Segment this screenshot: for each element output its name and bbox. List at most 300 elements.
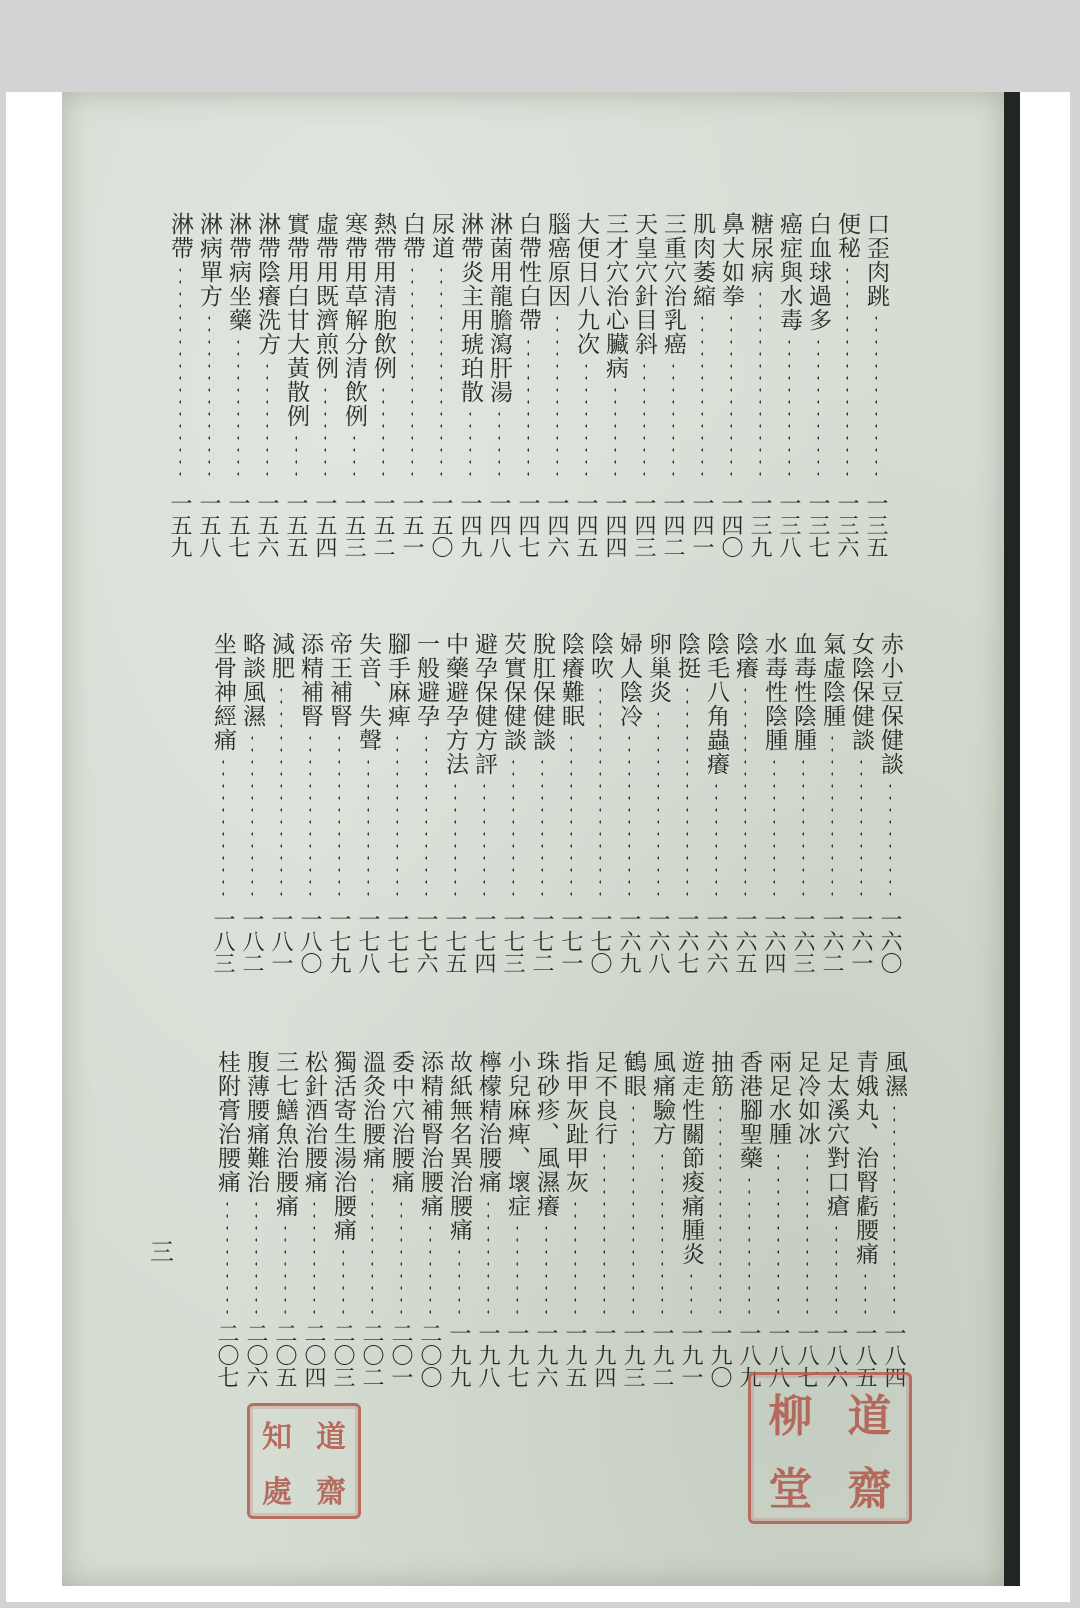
toc-entry-title: 淋菌用龍膽瀉肝湯 <box>486 212 512 404</box>
toc-entry-page-number: 二〇六 <box>243 1322 268 1388</box>
toc-entry-page-number: 一八九 <box>736 1322 761 1388</box>
toc-entry[interactable] <box>788 632 817 1004</box>
dot-leader <box>324 384 326 484</box>
toc-entry-page-number: 一六二 <box>819 908 844 974</box>
dot-leader <box>425 732 427 900</box>
toc-entry-title: 陰癢 <box>732 632 758 680</box>
toc-entry-title: 添精補腎治腰痛 <box>417 1050 443 1218</box>
toc-entry[interactable] <box>676 1050 705 1418</box>
toc-entry[interactable] <box>585 632 614 1004</box>
dot-leader <box>574 1198 576 1314</box>
toc-entry[interactable] <box>212 1050 241 1418</box>
toc-entry-page-number: 二〇三 <box>330 1322 355 1388</box>
toc-entry-title: 陰挺 <box>674 632 700 680</box>
toc-entry-title: 檸檬精治腰痛 <box>475 1050 501 1194</box>
dot-leader <box>458 1246 460 1314</box>
toc-entry-title: 淋帶陰癢洗方 <box>254 212 280 356</box>
toc-entry-title: 白血球過多 <box>805 212 831 332</box>
dot-leader <box>661 1150 663 1314</box>
dot-leader <box>777 1150 779 1314</box>
toc-entry-title: 珠砂疹、風濕癢 <box>533 1050 559 1218</box>
toc-entry-page-number: 一八二 <box>239 908 264 974</box>
toc-section <box>208 632 904 1004</box>
dot-leader <box>483 780 485 900</box>
toc-entry-title: 婦人陰冷 <box>616 632 642 728</box>
toc-entry-page-number: 一三七 <box>805 492 830 558</box>
toc-entry-title: 腹薄腰痛難治 <box>243 1050 269 1194</box>
toc-entry[interactable] <box>672 632 701 1004</box>
toc-section <box>165 212 890 588</box>
toc-entry[interactable] <box>339 212 368 588</box>
toc-entry-page-number: 一四一 <box>689 492 714 558</box>
toc-entry-page-number: 一三九 <box>747 492 772 558</box>
toc-entry[interactable] <box>357 1050 386 1418</box>
toc-entry-title: 脫肛保健談 <box>529 632 555 752</box>
toc-entry[interactable] <box>353 632 382 1004</box>
dot-leader <box>516 1222 518 1314</box>
dot-leader <box>342 1246 344 1314</box>
toc-entry[interactable] <box>194 212 223 588</box>
book-spine <box>1004 92 1020 1586</box>
dot-leader <box>527 336 529 484</box>
dot-leader <box>715 780 717 900</box>
toc-entry[interactable] <box>658 212 687 588</box>
seal-char: 知 <box>262 1419 292 1455</box>
toc-entry[interactable] <box>629 212 658 588</box>
toc-entry[interactable] <box>745 212 774 588</box>
toc-entry[interactable] <box>266 632 295 1004</box>
toc-entry-title: 女陰保健談 <box>848 632 874 752</box>
dot-leader <box>599 684 601 900</box>
toc-entry-title: 腳手麻痺 <box>384 632 410 728</box>
toc-entry[interactable] <box>850 1050 879 1418</box>
toc-entry-title: 大便日八九次 <box>573 212 599 356</box>
toc-entry-title: 足太溪穴對口瘡 <box>823 1050 849 1218</box>
dot-leader <box>614 384 616 484</box>
toc-entry[interactable] <box>527 632 556 1004</box>
dot-leader <box>255 1198 257 1314</box>
toc-entry-page-number: 一三六 <box>834 492 859 558</box>
toc-entry[interactable] <box>208 632 237 1004</box>
toc-entry-title: 獨活寄生湯治腰痛 <box>330 1050 356 1242</box>
toc-entry-page-number: 二〇一 <box>388 1322 413 1388</box>
toc-entry-page-number: 一三五 <box>863 492 888 558</box>
toc-entry-page-number: 一五一 <box>399 492 424 558</box>
dot-leader <box>237 336 239 484</box>
toc-entry[interactable] <box>589 1050 618 1418</box>
toc-entry-page-number: 一四二 <box>660 492 685 558</box>
toc-entry-page-number: 一五〇 <box>428 492 453 558</box>
dot-leader <box>806 1150 808 1314</box>
toc-entry-title: 減肥 <box>268 632 294 680</box>
toc-entry-page-number: 一五五 <box>283 492 308 558</box>
seal-char: 柳 <box>768 1390 813 1442</box>
toc-entry-page-number: 一九六 <box>533 1322 558 1388</box>
toc-entry-page-number: 一六七 <box>674 908 699 974</box>
dot-leader <box>411 264 413 484</box>
toc-entry-title: 三重穴治乳癌 <box>660 212 686 356</box>
toc-entry-title: 血毒性陰腫 <box>790 632 816 752</box>
dot-leader <box>846 264 848 484</box>
dot-leader <box>603 1150 605 1314</box>
toc-entry-page-number: 一六一 <box>848 908 873 974</box>
toc-entry[interactable] <box>614 632 643 1004</box>
toc-entry-page-number: 一五九 <box>167 492 192 558</box>
toc-entry[interactable] <box>444 1050 473 1418</box>
dot-leader <box>222 756 224 900</box>
toc-entry-title: 足冷如冰 <box>794 1050 820 1146</box>
toc-entry-title: 熱帶用清胞飲例 <box>370 212 396 380</box>
toc-entry-page-number: 一七四 <box>471 908 496 974</box>
toc-entry-page-number: 一五四 <box>312 492 337 558</box>
toc-entry-page-number: 一八七 <box>794 1322 819 1388</box>
toc-entry[interactable] <box>759 632 788 1004</box>
dot-leader <box>295 432 297 484</box>
toc-entry-title: 風濕 <box>881 1050 907 1098</box>
toc-entry-page-number: 一八四 <box>881 1322 906 1388</box>
toc-entry-page-number: 一九七 <box>504 1322 529 1388</box>
toc-entry-title: 故紙無名異治腰痛 <box>446 1050 472 1242</box>
toc-entry-title: 青娥丸、治腎虧腰痛 <box>852 1050 878 1266</box>
dot-leader <box>454 780 456 900</box>
dot-leader <box>585 360 587 484</box>
toc-entry-page-number: 一七一 <box>558 908 583 974</box>
toc-entry[interactable] <box>498 632 527 1004</box>
dot-leader <box>429 1222 431 1314</box>
dot-leader <box>498 408 500 484</box>
toc-entry-title: 癌症與水毒 <box>776 212 802 332</box>
toc-entry-title: 肌肉萎縮 <box>689 212 715 308</box>
dot-leader <box>889 780 891 900</box>
toc-entry-title: 卵巢炎 <box>645 632 671 704</box>
toc-entry-page-number: 一四五 <box>573 492 598 558</box>
toc-entry-page-number: 二〇五 <box>272 1322 297 1388</box>
toc-entry-title: 便秘 <box>834 212 860 260</box>
toc-entry-title: 陰吹 <box>587 632 613 680</box>
toc-entry[interactable] <box>560 1050 589 1418</box>
toc-entry-title: 風痛驗方 <box>649 1050 675 1146</box>
toc-entry-page-number: 一九〇 <box>707 1322 732 1388</box>
toc-entry[interactable] <box>328 1050 357 1418</box>
toc-entry-page-number: 一七六 <box>413 908 438 974</box>
toc-entry-title: 桂附膏治腰痛 <box>214 1050 240 1194</box>
toc-entry[interactable] <box>701 632 730 1004</box>
toc-entry[interactable] <box>299 1050 328 1418</box>
toc-entry-page-number: 一五三 <box>341 492 366 558</box>
toc-entry[interactable] <box>792 1050 821 1418</box>
toc-entry-page-number: 一七二 <box>529 908 554 974</box>
toc-entry-page-number: 一四九 <box>457 492 482 558</box>
toc-entry-title: 寒帶用草解分清飲例 <box>341 212 367 428</box>
dot-leader <box>835 1222 837 1314</box>
toc-entry[interactable] <box>397 212 426 588</box>
toc-entry[interactable] <box>879 1050 908 1418</box>
toc-entry[interactable] <box>531 1050 560 1418</box>
toc-entry-page-number: 二〇〇 <box>417 1322 442 1388</box>
toc-entry-page-number: 一九五 <box>562 1322 587 1388</box>
dot-leader <box>864 1270 866 1314</box>
dot-leader <box>396 732 398 900</box>
seal-stamp-left <box>247 1403 361 1519</box>
toc-entry-title: 溫灸治腰痛 <box>359 1050 385 1170</box>
toc-entry-title: 白帶 <box>399 212 425 260</box>
dot-leader <box>284 1222 286 1314</box>
toc-entry[interactable] <box>763 1050 792 1418</box>
toc-entry-page-number: 一九二 <box>649 1322 674 1388</box>
toc-entry[interactable] <box>705 1050 734 1418</box>
seal-char: 齋 <box>316 1474 346 1510</box>
toc-entry[interactable] <box>687 212 716 588</box>
toc-entry-title: 小兒麻痺、壞症 <box>504 1050 530 1218</box>
toc-entry-page-number: 一八八 <box>765 1322 790 1388</box>
toc-entry[interactable] <box>484 212 513 588</box>
toc-entry-page-number: 一四六 <box>544 492 569 558</box>
toc-entry-page-number: 一七七 <box>384 908 409 974</box>
dot-leader <box>701 312 703 484</box>
toc-entry[interactable] <box>386 1050 415 1418</box>
dot-leader <box>338 732 340 900</box>
toc-entry-page-number: 一七八 <box>355 908 380 974</box>
dot-leader <box>657 708 659 900</box>
toc-entry-page-number: 一八一 <box>268 908 293 974</box>
dot-leader <box>545 1222 547 1314</box>
toc-entry-title: 芡實保健談 <box>500 632 526 752</box>
dot-leader <box>690 1270 692 1314</box>
dot-leader <box>788 336 790 484</box>
toc-entry[interactable] <box>513 212 542 588</box>
toc-entry-page-number: 一七五 <box>442 908 467 974</box>
toc-entry-page-number: 一八〇 <box>297 908 322 974</box>
toc-entry[interactable] <box>368 212 397 588</box>
dot-leader <box>251 732 253 900</box>
toc-entry-page-number: 一五二 <box>370 492 395 558</box>
toc-entry-page-number: 二〇二 <box>359 1322 384 1388</box>
toc-entry[interactable] <box>415 1050 444 1418</box>
seal-char: 道 <box>316 1419 346 1455</box>
dot-leader <box>400 1198 402 1314</box>
toc-entry-title: 尿道 <box>428 212 454 260</box>
toc-entry-title: 糖尿病 <box>747 212 773 284</box>
toc-entry-page-number: 一六三 <box>790 908 815 974</box>
toc-entry[interactable] <box>861 212 890 588</box>
dot-leader <box>541 756 543 900</box>
toc-entry[interactable] <box>223 212 252 588</box>
toc-entry-title: 陰癢難眠 <box>558 632 584 728</box>
dot-leader <box>512 756 514 900</box>
toc-entry[interactable] <box>455 212 484 588</box>
dot-leader <box>487 1198 489 1314</box>
toc-entry-title: 避孕保健方評 <box>471 632 497 776</box>
dot-leader <box>744 684 746 900</box>
dot-leader <box>208 312 210 484</box>
toc-entry-title: 鼻大如拳 <box>718 212 744 308</box>
toc-entry-page-number: 一四四 <box>602 492 627 558</box>
toc-entry[interactable] <box>502 1050 531 1418</box>
dot-leader <box>226 1198 228 1314</box>
toc-entry-page-number: 一四〇 <box>718 492 743 558</box>
toc-entry-title: 實帶用白甘大黃散例 <box>283 212 309 428</box>
toc-entry-title: 略談風濕 <box>239 632 265 728</box>
dot-leader <box>875 312 877 484</box>
toc-entry[interactable] <box>875 632 904 1004</box>
toc-entry[interactable] <box>469 632 498 1004</box>
toc-entry-title: 添精補腎 <box>297 632 323 728</box>
toc-entry[interactable] <box>324 632 353 1004</box>
toc-entry-title: 帝王補腎 <box>326 632 352 728</box>
toc-entry[interactable] <box>571 212 600 588</box>
toc-entry[interactable] <box>803 212 832 588</box>
dot-leader <box>179 264 181 484</box>
toc-entry-title: 腦癌原因 <box>544 212 570 308</box>
toc-entry-page-number: 一九一 <box>678 1322 703 1388</box>
toc-entry-title: 鶴眼 <box>620 1050 646 1098</box>
toc-entry-title: 抽筋 <box>707 1050 733 1098</box>
toc-entry-page-number: 一七九 <box>326 908 351 974</box>
dot-leader <box>628 732 630 900</box>
dot-leader <box>860 756 862 900</box>
toc-entry[interactable] <box>411 632 440 1004</box>
toc-entry[interactable] <box>846 632 875 1004</box>
seal-char: 齋 <box>847 1463 892 1515</box>
toc-entry-title: 一般避孕 <box>413 632 439 728</box>
toc-entry-page-number: 二〇七 <box>214 1322 239 1388</box>
dot-leader <box>672 360 674 484</box>
dot-leader <box>893 1102 895 1314</box>
dot-leader <box>266 360 268 484</box>
dot-leader <box>632 1102 634 1314</box>
toc-entry-title: 中藥避孕方法 <box>442 632 468 776</box>
toc-entry-title: 失音、失聲 <box>355 632 381 752</box>
toc-entry-title: 淋帶病坐藥 <box>225 212 251 332</box>
toc-entry-page-number: 一四八 <box>486 492 511 558</box>
toc-entry-title: 陰毛八角蟲癢 <box>703 632 729 776</box>
toc-entry-title: 天皇穴針目斜 <box>631 212 657 356</box>
toc-entry[interactable] <box>647 1050 676 1418</box>
toc-entry-title: 足不良行 <box>591 1050 617 1146</box>
toc-entry-page-number: 一五七 <box>225 492 250 558</box>
dot-leader <box>686 684 688 900</box>
dot-leader <box>556 312 558 484</box>
toc-entry[interactable] <box>600 212 629 588</box>
toc-entry-page-number: 一六六 <box>703 908 728 974</box>
seal-char: 堂 <box>768 1463 813 1515</box>
toc-entry[interactable] <box>542 212 571 588</box>
dot-leader <box>817 336 819 484</box>
toc-entry-page-number: 一四三 <box>631 492 656 558</box>
toc-entry[interactable] <box>473 1050 502 1418</box>
toc-entry[interactable] <box>440 632 469 1004</box>
toc-entry-title: 淋病單方 <box>196 212 222 308</box>
toc-entry-title: 香港腳聖藥 <box>736 1050 762 1170</box>
toc-entry-title: 松針酒治腰痛 <box>301 1050 327 1194</box>
toc-entry[interactable] <box>281 212 310 588</box>
toc-entry-page-number: 一三八 <box>776 492 801 558</box>
dot-leader <box>730 312 732 484</box>
toc-entry-title: 口歪肉跳 <box>863 212 889 308</box>
toc-entry[interactable] <box>270 1050 299 1418</box>
toc-entry-title: 遊走性關節痠痛腫炎 <box>678 1050 704 1266</box>
toc-entry-title: 三七鱔魚治腰痛 <box>272 1050 298 1218</box>
toc-entry[interactable] <box>774 212 803 588</box>
toc-entry-page-number: 一九三 <box>620 1322 645 1388</box>
seal-stamp-right <box>748 1372 912 1524</box>
dot-leader <box>773 756 775 900</box>
toc-entry-page-number: 一七〇 <box>587 908 612 974</box>
dot-leader <box>353 432 355 484</box>
toc-entry[interactable] <box>832 212 861 588</box>
toc-entry-page-number: 一九八 <box>475 1322 500 1388</box>
dot-leader <box>371 1174 373 1314</box>
toc-entry-page-number: 一八五 <box>852 1322 877 1388</box>
toc-entry-page-number: 二〇四 <box>301 1322 326 1388</box>
toc-entry[interactable] <box>310 212 339 588</box>
dot-leader <box>382 384 384 484</box>
seal-char: 道 <box>847 1390 892 1442</box>
page-folio: 三 <box>150 1238 174 1266</box>
dot-leader <box>280 684 282 900</box>
dot-leader <box>440 264 442 484</box>
toc-entry-title: 兩足水腫 <box>765 1050 791 1146</box>
toc-entry-page-number: 一七三 <box>500 908 525 974</box>
toc-entry[interactable] <box>643 632 672 1004</box>
toc-entry-title: 委中穴治腰痛 <box>388 1050 414 1194</box>
toc-entry[interactable] <box>426 212 455 588</box>
toc-entry-page-number: 一五八 <box>196 492 221 558</box>
toc-entry[interactable] <box>817 632 846 1004</box>
dot-leader <box>367 756 369 900</box>
toc-entry[interactable] <box>716 212 745 588</box>
toc-entry[interactable] <box>165 212 194 588</box>
dot-leader <box>831 732 833 900</box>
dot-leader <box>748 1174 750 1314</box>
toc-entry-page-number: 一八六 <box>823 1322 848 1388</box>
toc-entry-page-number: 一六九 <box>616 908 641 974</box>
toc-entry[interactable] <box>618 1050 647 1418</box>
toc-entry[interactable] <box>237 632 266 1004</box>
toc-entry-page-number: 一八三 <box>210 908 235 974</box>
toc-entry[interactable] <box>556 632 585 1004</box>
toc-entry-page-number: 一六五 <box>732 908 757 974</box>
toc-entry[interactable] <box>821 1050 850 1418</box>
dot-leader <box>643 360 645 484</box>
dot-leader <box>313 1198 315 1314</box>
toc-entry-title: 指甲灰趾甲灰 <box>562 1050 588 1194</box>
toc-entry-page-number: 一六〇 <box>877 908 902 974</box>
toc-entry-page-number: 一四七 <box>515 492 540 558</box>
dot-leader <box>309 732 311 900</box>
toc-entry-title: 赤小豆保健談 <box>877 632 903 776</box>
seal-char: 處 <box>262 1474 292 1510</box>
toc-entry[interactable] <box>734 1050 763 1418</box>
toc-entry[interactable] <box>382 632 411 1004</box>
toc-entry-page-number: 一九九 <box>446 1322 471 1388</box>
toc-entry-title: 白帶性白帶 <box>515 212 541 332</box>
toc-entry-title: 坐骨神經痛 <box>210 632 236 752</box>
toc-section <box>212 1050 908 1418</box>
dot-leader <box>570 732 572 900</box>
toc-entry[interactable] <box>252 212 281 588</box>
dot-leader <box>719 1102 721 1314</box>
toc-entry[interactable] <box>730 632 759 1004</box>
toc-entry-page-number: 一九四 <box>591 1322 616 1388</box>
toc-entry-page-number: 一六八 <box>645 908 670 974</box>
toc-entry-page-number: 一五六 <box>254 492 279 558</box>
toc-entry-title: 三才穴治心臟病 <box>602 212 628 380</box>
toc-entry-page-number: 一六四 <box>761 908 786 974</box>
toc-entry[interactable] <box>295 632 324 1004</box>
toc-entry-title: 虛帶用既濟煎例 <box>312 212 338 380</box>
toc-entry[interactable] <box>241 1050 270 1418</box>
